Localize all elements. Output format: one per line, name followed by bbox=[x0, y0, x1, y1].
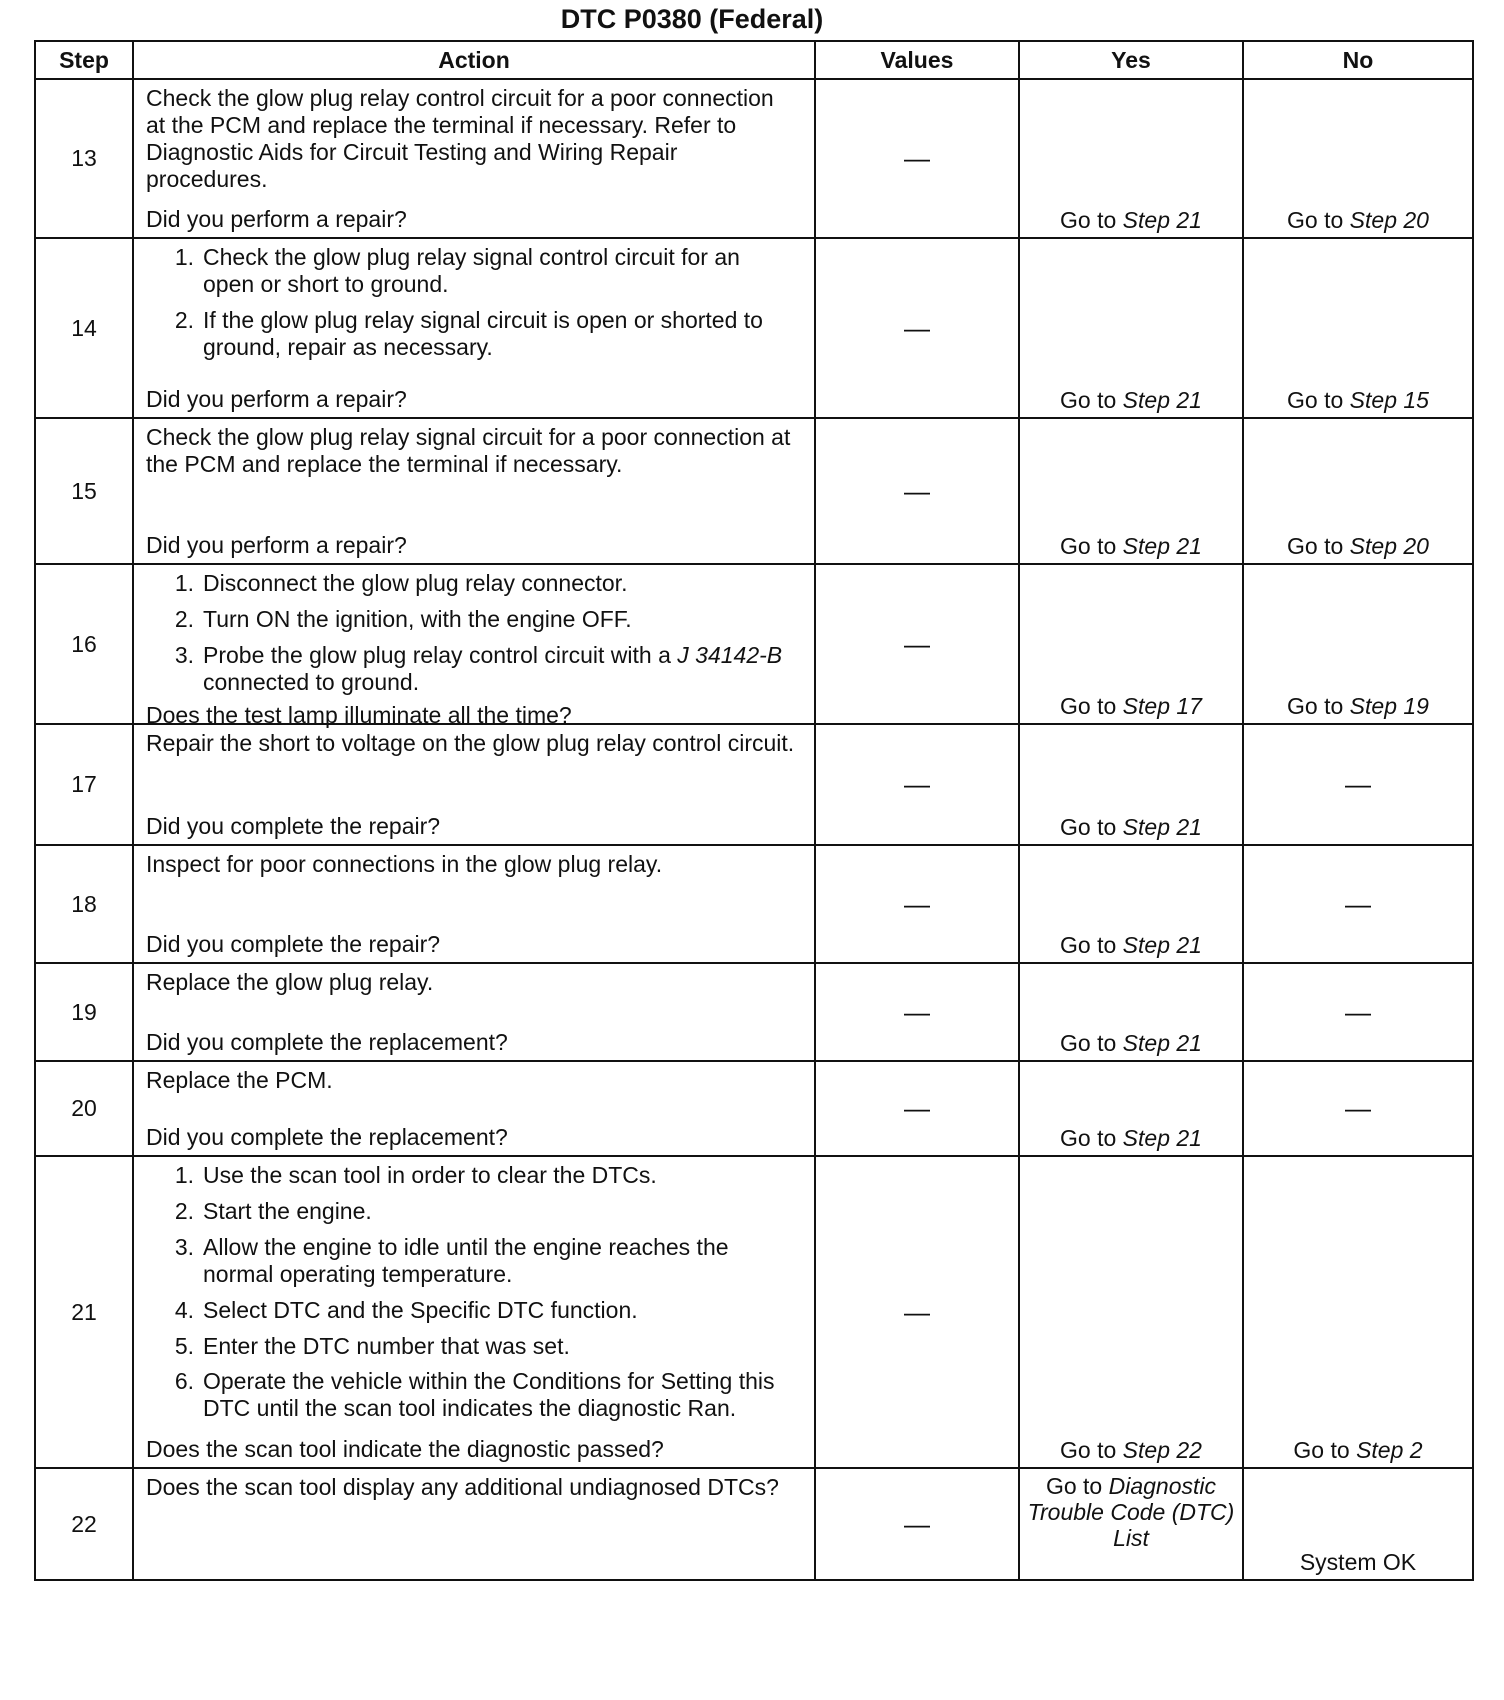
yes-goto[interactable] bbox=[1020, 534, 1242, 563]
goto-prefix: Go to bbox=[1045, 1473, 1103, 1499]
goto-prefix: Go to bbox=[1060, 533, 1117, 560]
values-cell: — bbox=[815, 564, 1019, 724]
no-cell bbox=[1243, 1468, 1473, 1580]
action-text: Replace the glow plug relay. bbox=[146, 969, 434, 995]
action-text: Does the scan tool display any additional undiagnosed DTCs? bbox=[146, 1474, 779, 1500]
yes-goto[interactable] bbox=[1020, 933, 1242, 962]
list-item: 2. If the glow plug relay signal circuit is open or shorted to ground, repair as necessary. bbox=[174, 306, 763, 360]
action-question: Does the scan tool indicate the diagnostic passed? bbox=[146, 1436, 664, 1463]
goto-target: Step 20 bbox=[1349, 207, 1429, 234]
step-number: 17 bbox=[35, 724, 133, 845]
action-question: Did you complete the replacement? bbox=[146, 1124, 508, 1151]
step-number: 15 bbox=[35, 418, 133, 564]
yes-goto[interactable] bbox=[1020, 208, 1242, 237]
goto-target: Step 15 bbox=[1349, 387, 1429, 414]
step-number: 18 bbox=[35, 845, 133, 963]
goto-target: Step 21 bbox=[1122, 533, 1202, 560]
goto-prefix: Go to bbox=[1060, 387, 1117, 414]
list-item: 1. Use the scan tool in order to clear the DTCs. bbox=[174, 1162, 657, 1188]
no-goto[interactable] bbox=[1244, 388, 1472, 417]
action-cell bbox=[133, 564, 815, 728]
table-row bbox=[35, 1156, 1473, 1468]
goto-prefix: Go to bbox=[1060, 932, 1117, 959]
action-cell bbox=[133, 1156, 815, 1468]
action-question: Did you complete the repair? bbox=[146, 813, 441, 840]
list-item: 4. Select DTC and the Specific DTC function. bbox=[174, 1296, 638, 1323]
no-cell: — bbox=[1243, 1061, 1473, 1156]
table-row bbox=[35, 418, 1473, 564]
no-cell bbox=[1243, 79, 1473, 238]
yes-goto[interactable] bbox=[1020, 1126, 1242, 1155]
yes-cell bbox=[1019, 1156, 1243, 1468]
header-values: Values bbox=[815, 41, 1019, 79]
no-goto[interactable] bbox=[1244, 208, 1472, 237]
goto-target: Step 21 bbox=[1122, 814, 1202, 841]
goto-prefix: Go to bbox=[1060, 207, 1117, 234]
action-cell bbox=[133, 79, 815, 238]
action-cell bbox=[133, 1468, 815, 1580]
no-goto[interactable] bbox=[1244, 694, 1472, 723]
goto-target: Step 21 bbox=[1122, 1125, 1202, 1152]
step-number: 22 bbox=[35, 1468, 133, 1580]
yes-cell bbox=[1019, 238, 1243, 418]
goto-target: Diagnostic Trouble Code (DTC) List bbox=[1027, 1473, 1235, 1551]
values-cell: — bbox=[815, 1156, 1019, 1468]
yes-goto[interactable] bbox=[1020, 388, 1242, 417]
no-cell bbox=[1243, 564, 1473, 724]
goto-target: Step 21 bbox=[1122, 932, 1202, 959]
step-number: 20 bbox=[35, 1061, 133, 1156]
header-step: Step bbox=[35, 41, 133, 79]
action-question: Did you perform a repair? bbox=[146, 206, 407, 233]
table-row bbox=[35, 79, 1473, 238]
no-goto[interactable] bbox=[1244, 534, 1472, 563]
goto-prefix: Go to bbox=[1060, 1030, 1117, 1057]
action-steps-list bbox=[146, 1162, 796, 1422]
yes-cell bbox=[1019, 1468, 1243, 1580]
yes-cell bbox=[1019, 724, 1243, 845]
no-cell: — bbox=[1243, 724, 1473, 845]
values-cell: — bbox=[815, 238, 1019, 418]
list-item: 2. Turn ON the ignition, with the engine OFF. bbox=[174, 605, 632, 632]
table-row bbox=[35, 845, 1473, 963]
action-text: Replace the PCM. bbox=[146, 1067, 333, 1093]
goto-target: Step 19 bbox=[1349, 693, 1429, 720]
yes-cell bbox=[1019, 1061, 1243, 1156]
table-row bbox=[35, 724, 1473, 845]
values-cell: — bbox=[815, 418, 1019, 564]
yes-cell bbox=[1019, 963, 1243, 1061]
goto-prefix: Go to bbox=[1060, 1125, 1117, 1152]
goto-prefix: Go to bbox=[1060, 1437, 1117, 1464]
action-text: Check the glow plug relay control circuit for a poor connection at the PCM and replace the terminal if necessary. Refer to Diagnostic Aids for Circuit Testing and Wiring Repair procedures. bbox=[146, 85, 774, 192]
yes-goto[interactable] bbox=[1020, 1438, 1242, 1467]
yes-cell bbox=[1019, 79, 1243, 238]
yes-cell bbox=[1019, 418, 1243, 564]
no-goto[interactable] bbox=[1244, 1438, 1472, 1467]
no-cell: — bbox=[1243, 845, 1473, 963]
action-cell bbox=[133, 238, 815, 418]
header-yes: Yes bbox=[1019, 41, 1243, 79]
action-text: Repair the short to voltage on the glow plug relay control circuit. bbox=[146, 730, 795, 756]
table-row bbox=[35, 1468, 1473, 1580]
yes-goto[interactable] bbox=[1020, 1031, 1242, 1060]
yes-goto[interactable] bbox=[1020, 694, 1242, 723]
yes-cell bbox=[1019, 845, 1243, 963]
goto-prefix: Go to bbox=[1287, 533, 1344, 560]
yes-goto[interactable] bbox=[1021, 1470, 1241, 1554]
action-question: Did you complete the replacement? bbox=[146, 1029, 508, 1056]
step-number: 13 bbox=[35, 79, 133, 238]
action-question: Did you complete the repair? bbox=[146, 931, 441, 958]
action-question: Did you perform a repair? bbox=[146, 386, 407, 413]
list-item: 6. Operate the vehicle within the Conditions for Setting this DTC until the scan tool indicates the diagnostic Ran. bbox=[174, 1368, 775, 1422]
table-row bbox=[35, 238, 1473, 418]
table-row bbox=[35, 564, 1473, 724]
step-number: 21 bbox=[35, 1156, 133, 1468]
goto-target: Step 21 bbox=[1122, 1030, 1202, 1057]
values-cell: — bbox=[815, 79, 1019, 238]
goto-target: Step 2 bbox=[1356, 1437, 1423, 1464]
goto-prefix: Go to bbox=[1287, 207, 1344, 234]
action-cell bbox=[133, 724, 815, 845]
tool-reference: J 34142-B bbox=[677, 641, 783, 668]
page-title: DTC P0380 (Federal) bbox=[560, 4, 824, 34]
no-cell bbox=[1243, 418, 1473, 564]
action-cell bbox=[133, 418, 815, 564]
action-cell bbox=[133, 845, 815, 963]
goto-target: Step 21 bbox=[1122, 207, 1202, 234]
list-item: 1. Disconnect the glow plug relay connector. bbox=[174, 570, 628, 596]
action-question: Did you perform a repair? bbox=[146, 532, 407, 559]
no-result: System OK bbox=[1299, 1549, 1417, 1576]
goto-prefix: Go to bbox=[1060, 814, 1117, 841]
step-number: 16 bbox=[35, 564, 133, 724]
diagnostic-table bbox=[34, 40, 1474, 1581]
step-number: 19 bbox=[35, 963, 133, 1061]
values-cell: — bbox=[815, 1468, 1019, 1580]
list-item: 2. Start the engine. bbox=[174, 1197, 372, 1224]
goto-target: Step 20 bbox=[1349, 533, 1429, 560]
item-text: connected to ground. bbox=[203, 668, 420, 695]
goto-target: Step 21 bbox=[1122, 387, 1202, 414]
list-item: 5. Enter the DTC number that was set. bbox=[174, 1332, 570, 1359]
action-steps-list bbox=[146, 570, 796, 696]
values-cell: — bbox=[815, 963, 1019, 1061]
action-text: Inspect for poor connections in the glow plug relay. bbox=[146, 851, 663, 877]
values-cell: — bbox=[815, 845, 1019, 963]
action-steps-list bbox=[146, 244, 796, 361]
header-action: Action bbox=[133, 41, 815, 79]
action-cell bbox=[133, 963, 815, 1061]
item-text: Probe the glow plug relay control circuit with a bbox=[203, 641, 671, 668]
yes-goto[interactable] bbox=[1020, 815, 1242, 844]
action-text: Check the glow plug relay signal circuit for a poor connection at the PCM and replace the terminal if necessary. bbox=[146, 424, 791, 477]
step-number: 14 bbox=[35, 238, 133, 418]
table-row bbox=[35, 1061, 1473, 1156]
goto-prefix: Go to bbox=[1287, 387, 1344, 414]
values-cell: — bbox=[815, 1061, 1019, 1156]
goto-prefix: Go to bbox=[1060, 693, 1117, 720]
header-row bbox=[35, 41, 1473, 79]
action-cell bbox=[133, 1061, 815, 1156]
values-cell: — bbox=[815, 724, 1019, 845]
no-cell: — bbox=[1243, 963, 1473, 1061]
goto-prefix: Go to bbox=[1293, 1437, 1350, 1464]
list-item: 1. Check the glow plug relay signal control circuit for an open or short to ground. bbox=[174, 244, 740, 297]
no-cell bbox=[1243, 1156, 1473, 1468]
goto-target: Step 17 bbox=[1122, 693, 1202, 720]
action-question: Does the test lamp illuminate all the time? bbox=[146, 701, 572, 728]
list-item: 3. Probe the glow plug relay control circuit with a J 34142-B connected to ground. bbox=[174, 641, 783, 695]
goto-target: Step 22 bbox=[1122, 1437, 1202, 1464]
header-no: No bbox=[1243, 41, 1473, 79]
yes-cell bbox=[1019, 564, 1243, 724]
no-cell bbox=[1243, 238, 1473, 418]
table-row bbox=[35, 963, 1473, 1061]
goto-prefix: Go to bbox=[1287, 693, 1344, 720]
list-item: 3. Allow the engine to idle until the engine reaches the normal operating temperature. bbox=[174, 1233, 729, 1287]
